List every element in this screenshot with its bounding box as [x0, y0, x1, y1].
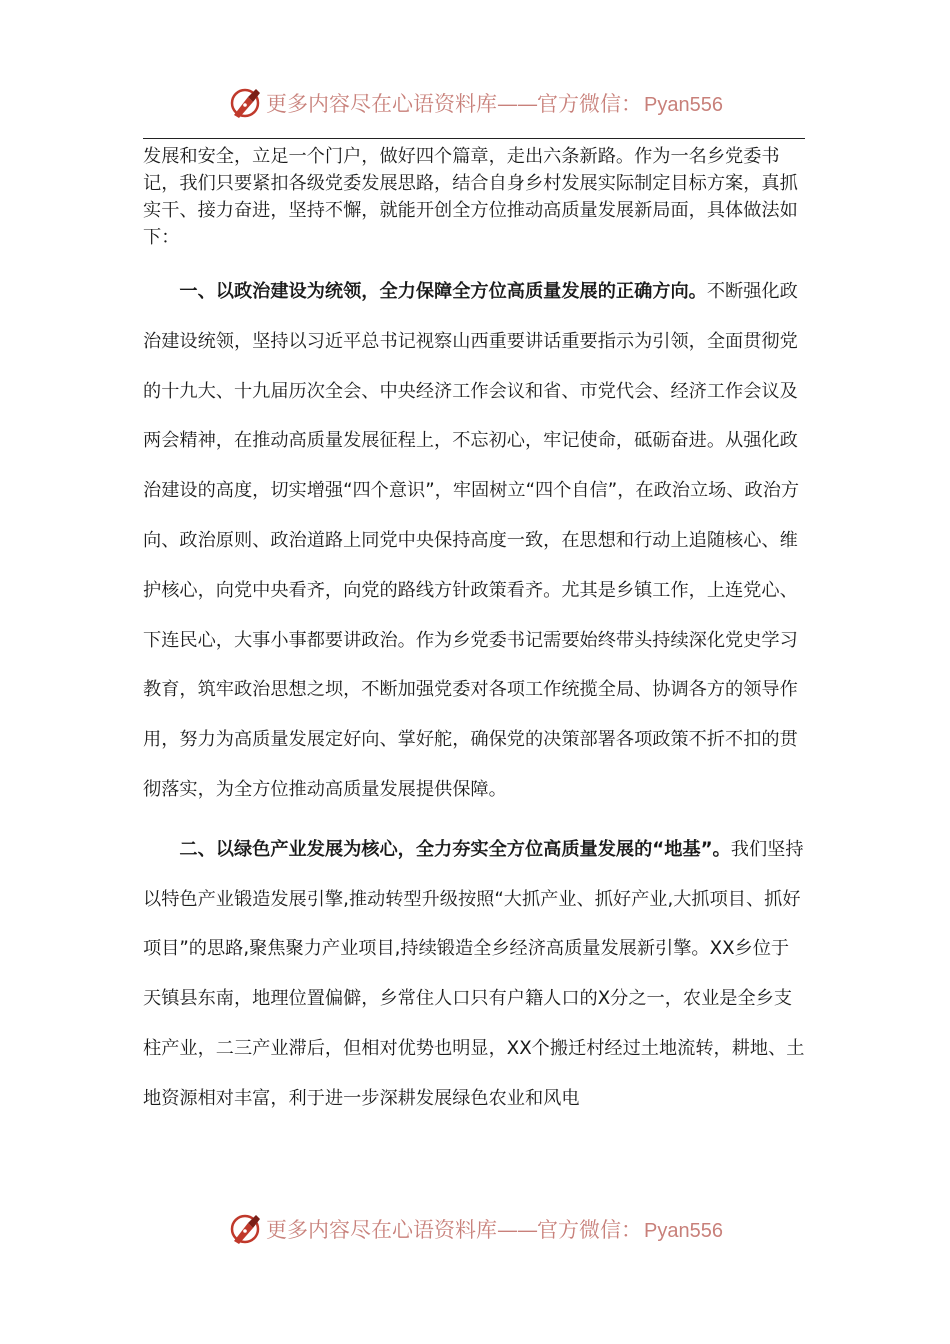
intro-paragraph: 发展和安全，立足一个门户，做好四个篇章，走出六条新路。作为一名乡党委书记，我们只要紧扣各级党委发展思路，结合自身乡村发展实际制定目标方案，真抓实干、接力奋进，坚持不懈，就能开创全方位推动高质量发展新局面，具体做法如下：	[143, 146, 798, 248]
document-body	[143, 143, 805, 1124]
header-divider	[143, 138, 805, 139]
header-watermark-text	[266, 90, 723, 118]
watermark-separator: ——	[497, 1218, 537, 1242]
section-1-text: 不断强化政治建设统领，坚持以习近平总书记视察山西重要讲话重要指示为引领，全面贯彻党的十九大、十九届历次全会、中央经济工作会议和省、市党代会、经济工作会议及两会精神，在推动高质量发展征程上，不忘初心，牢记使命，砥砺奋进。从强化政治建设的高度，切实增强“四个意识”，牢固树立“四个自信”，在政治立场、政治方向、政治原则、政治道路上同党中央保持高度一致，在思想和行动上追随核心、维护核心，向党中央看齐，向党的路线方针政策看齐。尤其是乡镇工作，上连党心、下连民心，大事小事都要讲政治。作为乡党委书记需要始终带头持续深化党史学习教育，筑牢政治思想之坝，不断加强党委对各项工作统揽全局、协调各方的领导作用，努力为高质量发展定好向、掌好舵，确保党的决策部署各项政策不折不扣的贯彻落实，为全方位推动高质量发展提供保障。	[143, 281, 800, 800]
section-2-text: 我们坚持以特色产业锻造发展引擎,推动转型升级按照“大抓产业、抓好产业,大抓项目、抓好项目”的思路,聚焦聚力产业项目,持续锻造全乡经济高质量发展新引擎。XX乡位于天镇县东南，地理位置偏僻，乡常住人口只有户籍人口的X分之一，农业是全乡支柱产业，二三产业滞后，但相对优势也明显，XX个搬迁村经过土地流转，耕地、土地资源相对丰富，利于进一步深耕发展绿色农业和风电	[143, 838, 805, 1109]
section-2-paragraph	[143, 825, 805, 1124]
wechat-label: 官方微信：	[537, 1218, 642, 1242]
pen-nib-logo-icon	[228, 86, 262, 120]
wechat-id: Pyan556	[644, 1220, 723, 1242]
watermark-separator: ——	[497, 92, 537, 116]
section-1-paragraph	[143, 267, 805, 815]
section-1-heading: 一、以政治建设为统领，全力保障全方位高质量发展的正确方向。	[179, 281, 707, 302]
section-2-heading: 二、以绿色产业发展为核心，全力夯实全方位高质量发展的“地基”。	[179, 838, 731, 860]
watermark-site-name: 更多内容尽在心语资料库	[266, 1218, 497, 1242]
header-watermark	[0, 84, 950, 124]
footer-watermark-text	[266, 1216, 723, 1244]
footer-watermark	[0, 1210, 950, 1250]
wechat-id: Pyan556	[644, 94, 723, 116]
pen-nib-logo-icon	[228, 1212, 262, 1246]
watermark-site-name: 更多内容尽在心语资料库	[266, 92, 497, 116]
wechat-label: 官方微信：	[537, 92, 642, 116]
